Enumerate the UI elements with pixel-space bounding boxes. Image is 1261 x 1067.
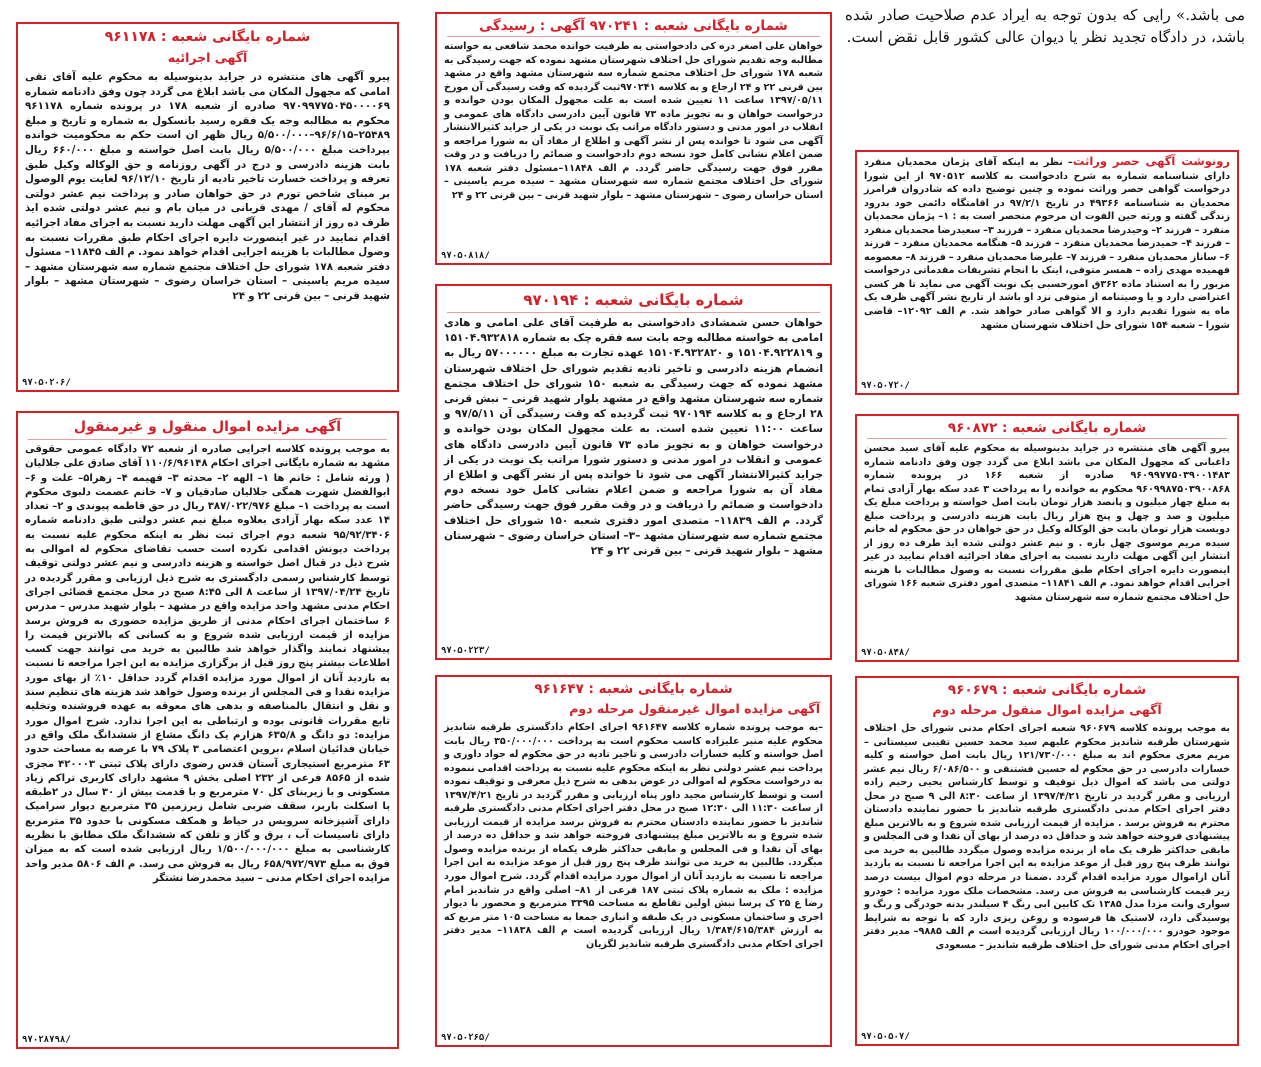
ad-code: ۹۷۰۵۰۲۶۵/ xyxy=(441,1033,490,1043)
ad-code: ۹۷۰۵۰۷۲۰/ xyxy=(861,381,910,391)
ad-body xyxy=(857,152,1237,332)
ad-header: آگهی مزایده اموال منقول و غیرمنقول xyxy=(28,413,387,440)
ad-body: پیرو آگهی های منتشره در جراید بدینوسیله به محکوم علیه آقای تقی امامی که مجهول المکان می باشد ابلاغ می گردد چون وفق دادنامه شماره ۹۷۰۹۹۷۷۵۰۴۵۰۰۰۰۶۹ صادره از شعبه ۱۷۸ در پرونده شماره ۹۶۱۱۷۸ محکوم به مطالبه وجه یک فقره رسید بانسکول به شماره و تاریخ و مبلغ ۲۵۴۸۹–۹۶/۶/۱۵–۵/۵۰۰/۰۰۰ ریال ظهر ان است حکم به محکومیت خوانده بپرداخت مبلغ ۵/۵۰۰/۰۰۰ ریال بابت اصل خواسته و مبلغ ۶۶۰/۰۰۰ ریال بابت هزینه دادرسی و درج در آگهی روزنامه و حق الوکاله وکیل طبق تعرفه و پرداخت خسارت تاخیر تادیه از تاریخ ۹۶/۱۲/۱۰ لغایت یوم الوصول بر مبنای شاخص تورم در حق خواهان صادر و پرداخت نیم عشر دولتی محکوم له آقای / مهدی قربانی در میان بام و نیم عشر دولتی شده ایذ طرف ده روز از انتشار این آگهی مهلت دارید نسبت به اجرای مفاد اجرائیه اقدام نمایید در غیر اینصورت دایره اجرای احکام طبق مقررات نسبت به وصول مطالبات با هزینه اجرایی اقدام خواهد نمود. م الف ۱۱۸۴۵– مسئول دفتر شعبه ۱۷۸ شورای حل اختلاف مجتمع شماره سه شهرستان مشهد – سیده مریم یاسینی – استان خراسان رضوی – شهرستان مشهد – بلوار شهید قرنی – بین قرنی ۲۲ و ۲۴ xyxy=(25,71,390,302)
ad-code: ۹۷۰۲۸۷۹۸/ xyxy=(22,1035,71,1045)
ad-subheader: آگهی اجرائیه xyxy=(167,50,248,65)
ad-body: –به موجب پرونده شماره کلاسه ۹۶۱۶۴۷ اجرای احکام دادگستری طرقبه شاندیز محکوم علیه منیر علیزاده کاسب محکوم است به پرداخت ۳۵۰/۰۰۰/۰۰۰ ریال بابت اصل خواسته و کلیه خسارات دادرسی و تاخیر تادیه در حق محکوم له جواد داوری و پرداخت نیم عشر دولتی نظر به اینکه محکوم علیه نسبت به پرداخت اقدامی ننموده به درخواست محکوم له اموالی در عوض بدهی به شرح ذیل معرفی و توقیف نموده است و توسط کارشناس مجید داور پناه ارزیابی و مقرر گردید در تاریخ ۱۳۹۷/۴/۲۱ از ساعت ۱۱:۳۰ الی ۱۲:۳۰ صبح در محل دفتر اجرای احکام مدنی دادگستری طرقبه شاندیز با حضور نماینده دادستان محترم به فروش برسد مزایده از قیمت ارزیابی شده شروع و به بالاترین مبلغ پیشنهادی فروخته خواهد شد و حداقل ده درصد از بهای آن نقدا و فی المجلس و مابقی حداکثر ظرف یکماه از برنده مزایده وصول میگردد. طالبین به خرید می توانند ظرف پنج روز قبل از موعد مزایده به این اجرا مراجعه تا نسبت به بازدید آنان از اموال مورد مزایده اقدام گردد. شرح اموال مورد مزایده : ملک به شماره پلاک ثبتی ۱۸۷ فرعی از ۸۱– اصلی واقع در شاندیز امام رضا ع ۲۵ ک پرسا نبش اولین تقاطع به مساحت ۳۳۹۵ مترمربع و محصور با دیوار اجری و ساختمان مسکونی در یک طبقه و اتباری جمعا به مساحت ۱۰۵ متر مربع که به ارزش ۱/۳۸۴/۶۱۵/۳۸۴ ریال ارزیابی گردیده است م الف ۱۱۸۳۸– مدیر دفتر اجرای احکام مدنی دادگستری طرقبه شاندیز لگزیان xyxy=(444,722,824,950)
ad-body: به موجب پرونده کلاسه اجرایی صادره از شعبه ۷۲ دادگاه عمومی حقوقی مشهد به شماره بایگانی اجرای احکام ۱۱۰/۶/۹۶۱۴۸ آقای صادق علی جلالیان ( ورثه شامل : خانم ها ۱– الهه ۲– محدثه ۳– فهیمه ۴– زهرا۵– علت و ۶– ابوالفضل شهرت همگی جلالیان صادقیان و ۷– خانم عصمت دلبوی محکوم است به پرداخت ۱– مبلغ ۳۸۷/۰۲۲/۹۷۶ ریال در حق فاطمه پیوندی و ۲– تعداد ۱۴ عدد سکه بهار آزادی بعلاوه مبلغ نیم عشر دولتی طبق دادنامه شماره ۹۵/۹۲/۳۴۰۶ شعبه دوم اجرای ثبت نظر به اینکه محکوم علیه نسبت به پرداخت دیونش اقدامی نکرده است حسب تقاضای محکوم له اموالی به شرح ذیل در قبال اصل خواسته و هزینه دادرسی و نیم عشر دولتی توقیف توسط کارشناس رسمی دادگستری به شرح ذیل ارزیابی و مقرر گردیده در تاریخ ۱۳۹۷/۰۴/۲۴ از ساعت ۸ الی ۸:۴۵ صبح در محل مجتمع قضائی اجرای احکام مدنی مشهد واحد مزایده واقع در مشهد – بلوار شهید مدرس – مدرس ۶ ساختمان اجرای احکام مدنی از طریق مزایده حضوری به فروش برسد مزایده از قیمت ارزیابی شده شروع و به کسانی که بالاترین قیمت را پیشنهاد نمایند واگذار خواهد شد طالبین به خرید می توانند جهت کسب اطلاعات بیشتر پنج روز قبل از برگزاری مزایده به این اجرا مراجعه تا نسبت به بازدید آنان از اموال مورد مزایده اقدام گردد حداقل ۱۰٪ از بهای مورد مزایده نقدا و فی المجلس از برنده وصول خواهد شد هزینه های تنظیم سند و نقل و انتقال بالمناصفه و بدهی های معوقه به عهده فروشنده وتخلیه تابع مقررات قانونی بوده و ارتباطی به این اجرا ندارد. شرح اموال مورد مزایده: دو دانگ و ۶۳۵/۸ هزارم یک دانگ مشاع از ششدانگ ملک واقع در خیابان فدائیان اسلام ،بروین اعتصامی ۳ پلاک ۷۹ با عرصه به مساحت حدود ۶۳ مترمربع استیجاری آستان قدس رضوی دارای پلاک ثبتی ۴۲۰۰۰۳ مجزی شده از ۸۵۶۵ فرعی از ۲۳۲ اصلی بخش ۹ مشهد دارای کاربری تراکم زیاد مسکونی و با زیربنای کل ۷۰ مترمربع و با قدمت بیش از ۳۰ سال در ۲طبقه با اسکلت باربر، سقف ضربی شامل زیرزمین ۳۵ مترمربع دیوار سرامیک دارای آشپزخانه سرویس در حیاط و همکف مسکونی با حدود ۳۵ مترمربع دارای تاسیسات آب ، برق و گاز و تلفن که ششدانگ ملک مطابق با نظریه کارشناسی به مبلغ ۱/۵۰۰/۰۰۰/۰۰۰ ریال ارزیابی شده است که به میزان فوق به مبلغ ۶۵۸/۹۷۲/۹۷۳ ریال به فروش می رسد. م الف ۵۸۰۶ مدیر واحد مزایده اجرای احکام مدنی – سید محمدرضا نشتگر xyxy=(25,444,391,884)
ad-header: شماره بایگانی شعبه : ۹۶۰۸۷۲ xyxy=(867,416,1227,439)
ad-body: پیرو آگهی های منتشره در جراید بدینوسیله به محکوم علیه آقای سید محسن داغبانی که مجهول المکان می باشد ابلاغ می گردد چون وفق دادنامه شماره ۹۶۰۹۹۷۷۵۰۳۹۰۰۱۴۸۳ صادره از شعبه ۱۶۶ در پرونده شماره ۹۶۰۹۹۸۷۵۰۳۹۰۰۸۶۸ محکوم به خوانده را به پرداخت ۳ عدد سکه بهار آزادی تمام به مبلغ چهار میلیون و پانصد هزار تومان بابت اصل خواسته و پرداخت مبلغ یک میلیون و صد و چهل و پنج هزار ریال بابت هزینه دادرسی و پرداخت مبلغ دویست هزار تومان بابت حق الوکاله وکیل در حق خواهان در حق محکوم له خانم سیده مریم موسوی چهل بازه . و نیم عشر دولتی شده ایذ طرف ده روز از انتشار این آگهی مهلت دارید نسبت به اجرای مفاد اجرائیه اقدام نمایید در غیر اینصورت دایره اجرای احکام طبق مقررات نسبت به وصول مطالبات با هزینه اجرایی اقدام خواهد نمود. م الف ۱۱۸۴۱– متصدی امور دفتری شعبه ۱۶۶ شورای حل اختلاف مجتمع شماره سه شهرستان مشهد xyxy=(864,443,1230,604)
ad-body: خواهان حسن شمشادی دادخواستی به طرفیت آقای علی امامی و هادی امامی به خواسته مطالبه وجه بابت سه فقره چک به شماره ۱۵۱۰۴.۹۳۲۸۱۸ و ۱۵۱۰۴.۹۲۲۸۱۹ و ۱۵۱۰۴.۹۳۲۸۲۰ عهده تجارت به مبلغ ۵۷۰۰۰۰۰۰ ریال به انضمام هزینه دادرسی و تاخیر تادیه تقدیم شورای حل اختلاف شهرستان مشهد نموده که جهت رسیدگی به شعبه ۱۵۰ شورای حل اختلاف مجتمع شماره سه شهرستان مشهد واقع در مشهد بلوار شهید قرنی – نبش قرنی ۲۸ ارجاع و به کلاسه ۹۷۰۱۹۴ ثبت گردیده که وقت رسیدگی آن ۹۷/۵/۱۱ و ساعت ۱۱:۰۰ تعیین شده است. به علت مجهول المکان بودن خوانده و درخواست خواهان و به تجویز ماده ۷۳ قانون آیین دادرسی دادگاه های عمومی و انقلاب در امور مدنی و دستور شورا مراتب یک نوبت در یکی از جراید کثیرالانتشار آگهی می شود تا خوانده پس از نشر آگهی و اطلاع از مفاد آن به شورا مراجعه و ضمن اعلام نشانی کامل خود نسخه دوم دادخواست و ضمائم را دریافت و در وقت مقرر فوق جهت رسیدگی حاضر گردد. م الف ۱۱۸۳۹– متصدی امور دفتری شعبه ۱۵۰ شورای حل اختلاف مجتمع شماره سه شهرستان مشهد –۳– استان خراسان رضوی – شهرستان مشهد – بلوار شهید قرنی – بین قرنی ۲۲ و ۲۴ xyxy=(444,317,824,558)
ad-header: شماره بایگانی شعبه : ۹۷۰۲۴۱ آگهی : رسیدگی xyxy=(447,14,820,37)
ad-code: ۹۷۰۵۰۸۴۸/ xyxy=(861,648,910,658)
ad-subheader: آگهی مزایده اموال منقول مرحله دوم xyxy=(932,702,1162,717)
ad-code: ۹۷۰۵۰۵۰۷/ xyxy=(861,1032,910,1042)
ad-code: ۹۷۰۵۰۲۲۳/ xyxy=(441,646,490,656)
ad-body: به موجب پرونده کلاسه ۹۶۰۶۷۹ شعبه اجرای احکام مدنی شورای حل اختلاف شهرستان طرقبه شاندیز محکوم علیهم سید محمد حسین تقیبی سیستانی – مریم معزی محکوم اند به مبلغ ۱۲۱/۷۳۰/۰۰۰ ریال بابت اصل خواسته و کلیه خسارات دادرسی در حق محکوم له حسین فشتنقی و ۶/۰۸۶/۵۰۰ ریال نیم عشر دولتی می باشد که اموال ذیل توقیف و توسط کارشناس یحیی رحیم زاده ارزیابی و مقرر گردید در تاریخ ۱۳۹۷/۴/۲۱ از ساعت ۸:۳۰ الی ۹ صبح در محل دفتر اجرای احکام مدنی دادگستری طرقبه شاندیز با حضور نماینده دادستان محترم به فروش برسد . مزایده از قیمت ارزیابی شده شروع و به بالاترین مبلغ پیشنهادی فروخته خواهد شد و حداقل ده درصد از بهای آن نقدا و فی المجلس و مابقی حداکثر ظرف یک ماه از برنده مزایده وصول میگردد طالبین به خرید می توانند ظرف پنج روز قبل از موعد مزایده به این اجرا مراجعه تا نسبت به بازدید آنان ازاموال مورد مزایده اقدام گردد .ضمنا در مرحله دوم اموال بیست درصد زیر قیمت کارشناسی به فروش می رسد. مشخصات ملک مورد مزایده : خودرو سواری وانت مزدا مدل ۱۳۸۵ تک کابین ابی رنگ ۴ سیلندر بدنه خودرگی و رنگ و پوسیدگی دارد، لاستیک ها فرسوده و روغن ریزی دارد که با توجه به شرایط موجود خودرو ۱۰۰/۰۰۰/۰۰۰ ریال ارزیابی گردیده است م الف ۹۸۸۵– مدیر دفتر اجرای احکام مدنی شورای حل اختلاف طرقبه شاندیز – مسعودی xyxy=(864,723,1231,951)
ad-body-text: – نظر به اینکه آقای پژمان محمدیان منفرد دارای شناسنامه شماره به شرح دادخواست به کلاسه ۹۷۰۵۱۲ از این شورا درخواست گواهی حصر وراثت نموده و چنین توضیح داده که شادروان فرامرز محمدیان به شناسنامه ۴۹۳۶۶ در تاریخ ۹۷/۲/۱ در اقامتگاه دائمی خود بدرود زندگی گفته و ورثه حین الفوت ان مرحوم منحصر است به : ۱– پژمان محمدیان منفرد – فرزند ۲– وحیدرضا محمدیان منفرد – فرزند ۳– سعیدرضا محمدیان منفرد – فرزند ۴– حمیدرضا محمدیان منفرد – فرزند ۵– هنگامه محمدیان منفرد – فرزند ۶– ساناز محمدیان منفرد – فرزند ۷– علیرضا محمدیان منفرد – فرزند ۸– معصومه فهمیده مهدی زاده – همسر متوفی، اینک با انجام تشریفات مقدماتی درخواست مزبور را به استناد ماده ۳۶۲ق امورحسبی یک نوبت آگهی می نماید تا هر کسی اعتراضی دارد و یا وصیتنامه از متوفی نزد او باشد از تاریخ نشر آگهی ظرف یک ماه به شورا تقدیم دارد و الا گواهی صادر خواهد شد. م الف ۱۲۰۹۲– قاضی شورا – شعبه ۱۵۴ شورای حل اختلاف شهرستان مشهد xyxy=(864,157,1231,331)
ad-header: رونوشت آگهی حصر وراثت xyxy=(1072,154,1231,168)
ad-archive-961647 xyxy=(435,675,832,1047)
ad-archive-960679 xyxy=(855,676,1239,1046)
intro-text: می باشد.» رایی که بدون توجه به ایراد عدم صلاحیت صادر شده باشد، در دادگاه تجدید نظر یا دیوان عالی کشور قابل نقض است. xyxy=(845,6,1245,46)
ad-header: شماره بایگانی شعبه : ۹۶۱۶۴۷ xyxy=(534,681,733,697)
ad-header: شماره بایگانی شعبه : ۹۷۰۱۹۴ xyxy=(447,286,820,313)
ad-archive-970194 xyxy=(435,284,832,660)
ad-subheader: آگهی مزایده اموال غیرمنقول مرحله دوم xyxy=(569,701,820,716)
ad-archive-961178 xyxy=(16,22,399,392)
ad-body: خواهان علی اصغر دره کی دادخواستی به طرفیت خوانده محمد شافعی به خواسته مطالبه وجه تقدیم شورای حل اختلاف شهرستان مشهد نموده که جهت رسیدگی به شعبه ۱۷۸ شورای حل اختلاف مجتمع شماره سه شهرستان مشهد واقع در مشهد بین قرنی ۲۲ و ۲۴ ارجاع و به کلاسه ۹۷۰۲۴۱ثبت گردیده که وقت رسیدگی آن مورخ ۱۳۹۷/۰۵/۱۱ ساعت ۱۱ تعیین شده است به علت مجهول المکان بودن خوانده و درخواست خواهان و به تجویز ماده ۷۳ قانون آیین دادرسی دادگاه های عمومی و انقلاب در امور مدنی و دستور دادگاه مراتب یک نوبت در یکی از جراید کثیرالانتشار آگهی می شود تا خوانده پس از نشر آگهی و اطلاع از مفاد آن به شورا مراجعه و ضمن اعلام نشانی کامل خود نسخه دوم دادخواست و ضمائم را دریافت و در وقت مقرر فوق جهت رسیدگی حاضر گردد. م الف ۱۱۸۴۸–مسئول دفتر شعبه ۱۷۸ شورای حل اختلاف مجتمع شماره سه شهرستان مشهد – سیده مریم یاسینی – استان خراسان رضوی – شهرستان مشهد – بلوار شهید قرنی – بین قرنی ۲۲ و ۲۴ xyxy=(444,41,823,202)
ad-header: شماره بایگانی شعبه : ۹۶۰۶۷۹ xyxy=(947,682,1147,698)
ad-inheritance-certificate xyxy=(855,150,1239,395)
ad-code: ۹۷۰۵۰۲۰۶/ xyxy=(22,378,71,388)
intro-paragraph xyxy=(845,4,1245,48)
ad-auction-movable-immovable xyxy=(16,411,399,1049)
ad-header: شماره بایگانی شعبه : ۹۶۱۱۷۸ xyxy=(104,29,311,45)
ad-code: ۹۷۰۵۰۸۱۸/ xyxy=(441,251,490,261)
ad-archive-970241 xyxy=(435,12,832,265)
ad-archive-960872 xyxy=(855,414,1239,662)
